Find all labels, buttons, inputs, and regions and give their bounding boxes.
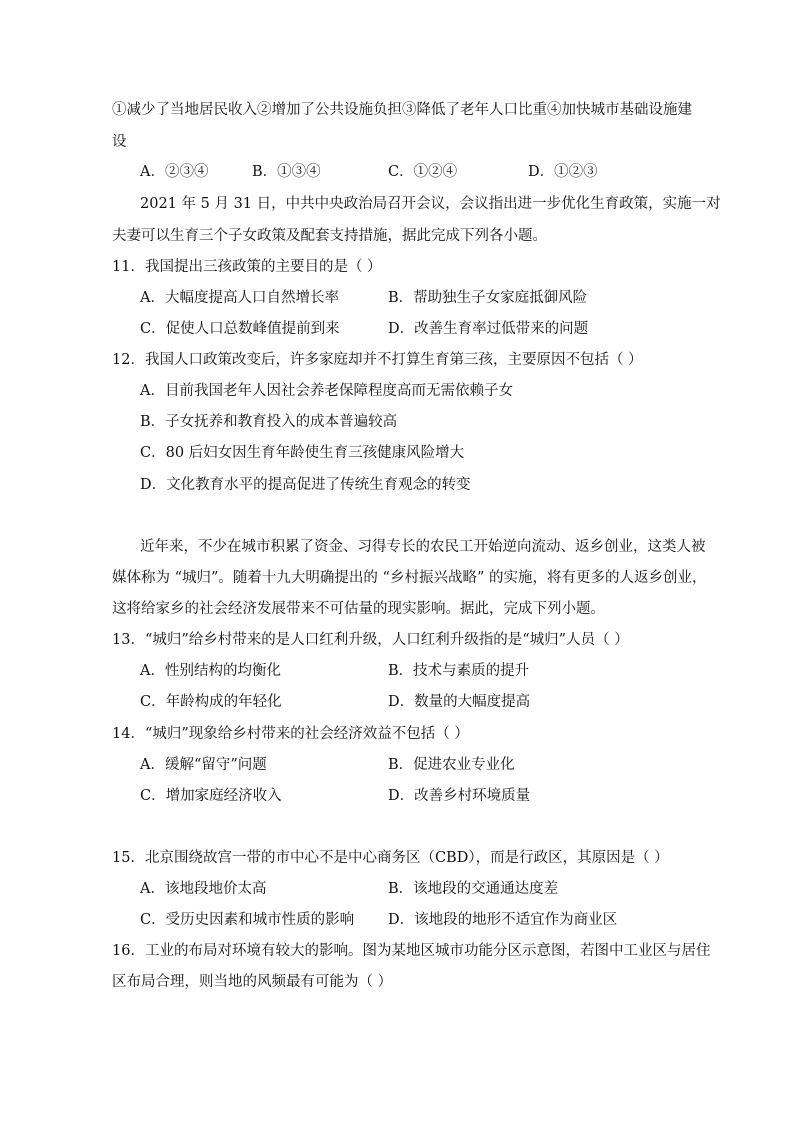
q14-choice-a: A．缓解“留守”问题 <box>140 757 267 773</box>
q13-choice-b: B．技术与素质的提升 <box>388 663 530 679</box>
passage2-line2: 媒体称为 “城归”。随着十九大明确提出的 “乡村振兴战略” 的实施，将有更多的人返乡创业， <box>112 570 707 586</box>
passage2-line3: 这将给家乡的社会经济发展带来不可估量的现实影响。据此，完成下列小题。 <box>112 601 605 617</box>
question-13-stem: 13．“城归”给乡村带来的是人口红利升级，人口红利升级指的是“城归”人员（ ） <box>112 632 629 648</box>
choice-b: B．①③④ <box>252 164 321 180</box>
q14-choice-d: D．改善乡村环境质量 <box>388 788 531 804</box>
statements-line-cont: 设 <box>112 134 127 150</box>
q15-choice-c: C．受历史因素和城市性质的影响 <box>140 912 355 928</box>
q12-choice-a: A．目前我国老年人因社会养老保障程度高而无需依赖子女 <box>140 383 513 399</box>
q14-choice-b: B．促进农业专业化 <box>388 757 515 773</box>
passage2-line1: 近年来，不少在城市积累了资金、习得专长的农民工开始逆向流动、返乡创业，这类人被 <box>140 539 706 555</box>
passage1-line1: 2021 年 5 月 31 日，中共中央政治局召开会议，会议指出进一步优化生育政策，实施一对 <box>140 196 721 212</box>
q11-choice-c: C．促使人口总数峰值提前到来 <box>140 321 340 337</box>
choice-d: D．①②③ <box>528 164 598 180</box>
question-15-stem: 15．北京围绕故宫一带的市中心不是中心商务区（CBD），而是行政区，其原因是（ ） <box>112 850 669 866</box>
question-14-stem: 14．“城归”现象给乡村带来的社会经济效益不包括（ ） <box>112 726 469 742</box>
choice-c: C．①②④ <box>388 164 458 180</box>
q13-choice-c: C．年龄构成的年轻化 <box>140 694 282 710</box>
q12-choice-d: D．文化教育水平的提高促进了传统生育观念的转变 <box>140 477 471 493</box>
choice-a: A．②③④ <box>140 164 209 180</box>
passage1-line2: 夫妻可以生育三个子女政策及配套支持措施，据此完成下列各小题。 <box>112 228 547 244</box>
q11-choice-d: D．改善生育率过低带来的问题 <box>388 321 589 337</box>
q12-choice-c: C．80 后妇女因生育年龄使生育三孩健康风险增大 <box>140 445 465 461</box>
statements-line: ①减少了当地居民收入②增加了公共设施负担③降低了老年人口比重④加快城市基础设施建 <box>112 102 692 118</box>
q13-choice-d: D．数量的大幅度提高 <box>388 694 531 710</box>
question-16-stem-line1: 16．工业的布局对环境有较大的影响。图为某地区城市功能分区示意图，若图中工业区与居住 <box>112 943 711 959</box>
q15-choice-b: B．该地段的交通通达度差 <box>388 881 559 897</box>
q15-choice-a: A．该地段地价太高 <box>140 881 267 897</box>
q14-choice-c: C．增加家庭经济收入 <box>140 788 282 804</box>
q12-choice-b: B．子女抚养和教育投入的成本普遍较高 <box>140 414 398 430</box>
q11-choice-a: A．大幅度提高人口自然增长率 <box>140 290 339 306</box>
question-11-stem: 11．我国提出三孩政策的主要目的是（ ） <box>112 259 382 275</box>
question-12-stem: 12．我国人口政策改变后，许多家庭却并不打算生育第三孩，主要原因不包括（ ） <box>112 352 643 368</box>
q15-choice-d: D．该地段的地形不适宜作为商业区 <box>388 912 618 928</box>
q13-choice-a: A．性别结构的均衡化 <box>140 663 281 679</box>
question-16-stem-line2: 区布局合理，则当地的风频最有可能为（ ） <box>112 974 393 990</box>
q11-choice-b: B．帮助独生子女家庭抵御风险 <box>388 290 588 306</box>
